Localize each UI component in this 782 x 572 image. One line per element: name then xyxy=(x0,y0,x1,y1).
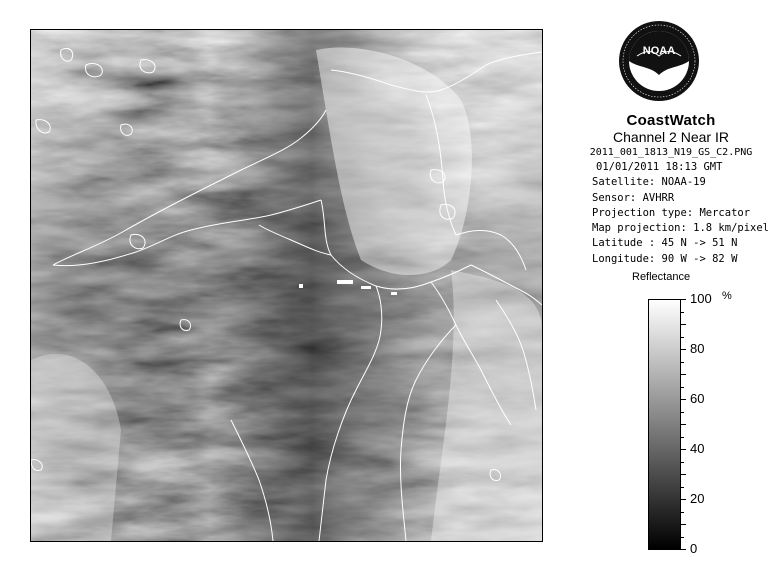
colorbar-tick xyxy=(681,324,686,325)
satellite-map xyxy=(31,30,542,541)
colorbar-tick xyxy=(681,499,686,500)
colorbar-tick xyxy=(681,299,686,300)
sensor-label: Sensor: AVHRR xyxy=(592,191,675,204)
legend-title: Reflectance xyxy=(632,271,691,283)
colorbar-tick xyxy=(681,362,684,363)
longitude-label: Longitude: 90 W -> 82 W xyxy=(592,252,738,265)
colorbar-tick xyxy=(681,512,684,513)
colorbar-tick xyxy=(681,349,686,350)
colorbar-tick xyxy=(681,424,686,425)
noaa-logo xyxy=(618,20,700,102)
colorbar-tick-label: 100 xyxy=(690,291,712,306)
colorbar-tick-label: 80 xyxy=(690,341,705,356)
colorbar-tick-label: 20 xyxy=(690,491,705,506)
legend-unit: % xyxy=(722,290,732,302)
projection-type-label: Projection type: Mercator xyxy=(592,206,751,219)
datetime-label: 01/01/2011 18:13 GMT xyxy=(596,161,723,173)
colorbar-tick-label: 40 xyxy=(690,441,705,456)
colorbar-tick xyxy=(681,412,684,413)
colorbar-tick xyxy=(681,487,684,488)
colorbar-tick xyxy=(681,549,686,550)
colorbar-tick xyxy=(681,474,686,475)
colorbar-tick xyxy=(681,524,686,525)
satellite-image xyxy=(30,29,543,542)
colorbar-tick-label: 0 xyxy=(690,541,698,556)
noaa-emblem-icon xyxy=(618,20,700,102)
colorbar-tick xyxy=(681,537,684,538)
colorbar-tick xyxy=(681,449,686,450)
map-projection-label: Map projection: 1.8 km/pixel xyxy=(592,222,770,235)
colorbar-tick xyxy=(681,312,684,313)
colorbar-tick xyxy=(681,462,684,463)
colorbar-tick xyxy=(681,387,684,388)
colorbar-tick xyxy=(681,437,684,438)
colorbar-tick-label: 60 xyxy=(690,391,705,406)
reflectance-colorbar xyxy=(648,299,681,550)
product-title: CoastWatch xyxy=(626,112,716,129)
metadata-block xyxy=(592,160,769,267)
channel-label: Channel 2 Near IR xyxy=(613,129,729,145)
filename-label: 2011_001_1813_N19_GS_C2.PNG xyxy=(589,147,753,158)
colorbar-tick xyxy=(681,337,684,338)
logo-text: NOAA xyxy=(642,45,676,57)
colorbar-tick xyxy=(681,399,686,400)
latitude-label: Latitude : 45 N -> 51 N xyxy=(592,237,738,250)
satellite-label: Satellite: NOAA-19 xyxy=(592,176,706,189)
colorbar-tick xyxy=(681,374,686,375)
